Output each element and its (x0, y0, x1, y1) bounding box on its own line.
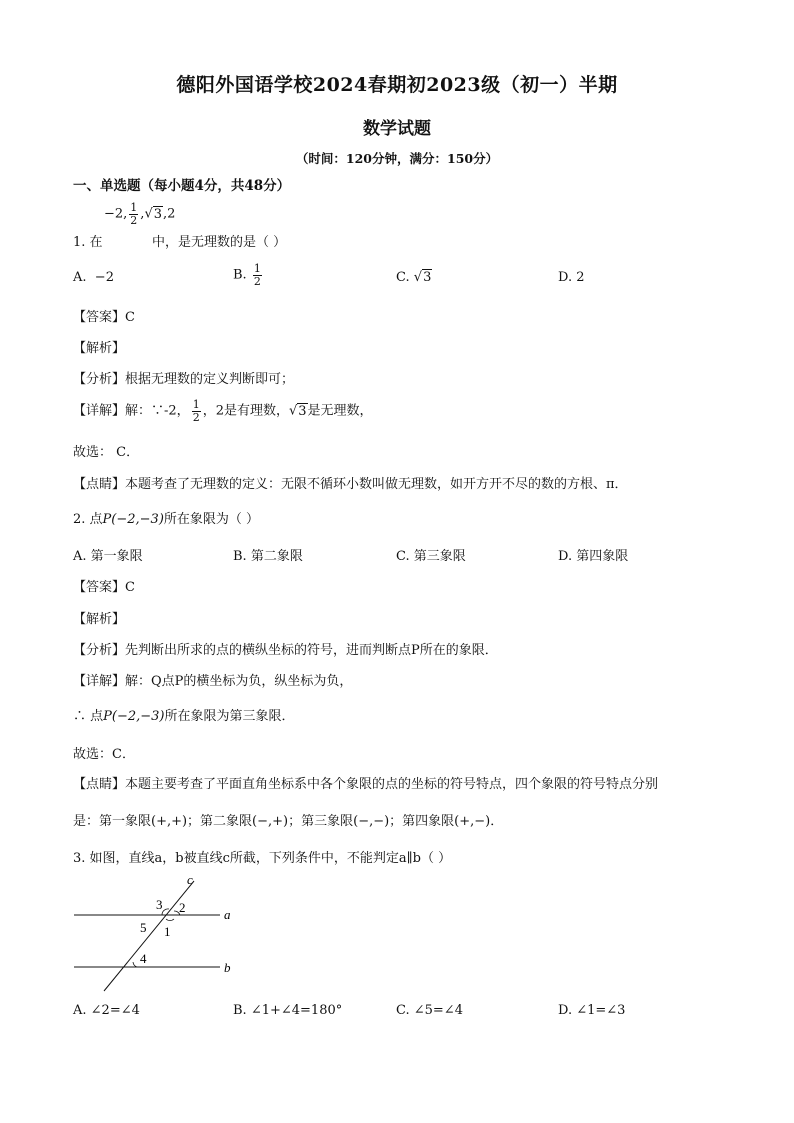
q2-fenxi-text: 先判断出所求的点的横纵坐标的符号，进而判断点P所在的象限． (125, 643, 498, 658)
q2-therefore (73, 705, 295, 724)
q1-choice: 故选： C． (73, 445, 140, 460)
q2-stem-a: 2. 点 (73, 512, 103, 527)
q1-frac-num: 1 (130, 201, 138, 214)
q1-num-neg2: −2, (104, 206, 128, 222)
angle-arc-3 (162, 909, 169, 915)
q1-dianjing-tag: 【点睛】 (73, 477, 126, 492)
label-1: 1 (164, 924, 171, 939)
q1-fraction (129, 202, 138, 226)
q2-therefore-a: ∴ 点 (73, 709, 104, 724)
label-5: 5 (140, 920, 147, 935)
q2-stem-b: 所在象限为（ ） (163, 512, 260, 527)
q1-option-d: D. 2 (558, 270, 585, 285)
q1-answer (73, 306, 135, 325)
q1-option-b-den: 2 (253, 274, 261, 288)
q1-xiangjie-a: 解：∵-2， (125, 403, 190, 419)
q2-stem (73, 508, 259, 527)
q2-option-b: B. 第二象限 (233, 549, 303, 564)
q1-answer-value: C (125, 310, 135, 325)
q2-xiangjie-tag: 【详解】 (73, 674, 126, 689)
q3-option-d: D. ∠1=∠3 (558, 1003, 626, 1018)
q1-xiangjie-den: 2 (192, 410, 200, 424)
q2-choice: 故选：C． (73, 747, 135, 762)
label-4: 4 (140, 951, 147, 966)
page-title: 德阳外国语学校2024春期初2023级（初一）半期 (176, 74, 618, 96)
q3-option-a: A. ∠2=∠4 (73, 1003, 140, 1018)
q1-option-b-fraction (253, 263, 262, 287)
q1-stem-prefix: 1. 在 (73, 235, 103, 250)
q1-option-b-label: B. (233, 267, 247, 283)
q2-point: P(−2,−3) (102, 512, 164, 527)
angle-arc-1 (166, 919, 174, 921)
q1-option-c (396, 270, 432, 285)
q2-option-c: C. 第三象限 (396, 549, 466, 564)
q1-option-a-label: A. (73, 270, 87, 285)
q3-stem: 3. 如图，直线a，b被直线c所截，下列条件中，不能判定a∥b（ ） (73, 851, 452, 866)
q1-option-b (233, 263, 264, 287)
q1-xiangjie-num: 1 (192, 398, 200, 411)
q1-dianjing-text: 本题考查了无理数的定义：无限不循环小数叫做无理数，如开方开不尽的数的方根、π． (125, 477, 628, 492)
q2-xiangjie (73, 670, 352, 689)
q1-option-a-value: −2 (94, 270, 114, 285)
sqrt-icon: √ (144, 206, 153, 222)
q1-option-b-num: 1 (253, 262, 261, 275)
q1-dianjing (73, 473, 628, 492)
q1-fenxi (73, 368, 294, 387)
q1-num-2: ,2 (163, 206, 176, 222)
q1-comma: , (140, 206, 145, 222)
q2-fenxi (73, 639, 498, 658)
q1-xiangjie-b: ，2是有理数， (202, 403, 289, 419)
q1-xiangjie-fraction (192, 399, 201, 423)
q1-analysis-tag: 【解析】 (73, 341, 126, 356)
q1-fenxi-text: 根据无理数的定义判断即可； (125, 372, 295, 387)
q3-figure (60, 868, 250, 993)
q2-dianjing-tag: 【点睛】 (73, 777, 126, 792)
q2-option-a: A. 第一象限 (73, 549, 143, 564)
q2-fenxi-tag: 【分析】 (73, 643, 126, 658)
label-b: b (224, 960, 231, 975)
q2-dianjing-text1: 本题主要考查了平面直角坐标系中各个象限的点的坐标的符号特点，四个象限的符号特点分别 (125, 777, 659, 792)
q1-option-c-label: C. (396, 270, 410, 285)
q2-therefore-b: 所在象限为第三象限． (164, 709, 295, 724)
sqrt-icon: √ (413, 270, 423, 285)
line-c (104, 881, 194, 991)
q1-xiangjie (73, 399, 373, 423)
q1-number-list (104, 202, 175, 226)
q1-xiangjie-tag: 【详解】 (73, 403, 126, 419)
label-a: a (224, 907, 231, 922)
q1-xiangjie-c: 是无理数， (307, 403, 373, 419)
section-title: 一、单选题（每小题4分，共48分） (73, 178, 291, 194)
q1-answer-tag: 【答案】 (73, 310, 126, 325)
q2-answer (73, 576, 135, 595)
q2-option-d: D. 第四象限 (558, 549, 629, 564)
exam-info: （时间：120分钟，满分：150分） (295, 151, 499, 166)
sqrt-icon: √ (288, 403, 298, 419)
label-3: 3 (156, 897, 163, 912)
q2-dianjing-line2: 是：第一象限(+,+)；第二象限(−,+)；第三象限(−,−)；第四象限(+,−)． (73, 814, 504, 829)
page-subtitle: 数学试题 (363, 119, 431, 139)
q1-stem-suffix: 中，是无理数的是（ ） (152, 235, 287, 250)
q2-xiangjie-text: 解：Q点P的横坐标为负，纵坐标为负， (125, 674, 353, 689)
q2-therefore-point: P(−2,−3) (103, 709, 165, 724)
q3-option-c: C. ∠5=∠4 (396, 1003, 463, 1018)
q2-answer-value: C (125, 580, 135, 595)
label-c: c (187, 872, 193, 887)
q1-option-c-value: 3 (423, 270, 432, 285)
label-2: 2 (179, 900, 186, 915)
q2-analysis-tag: 【解析】 (73, 612, 126, 627)
q3-option-b: B. ∠1+∠4=180° (233, 1003, 343, 1018)
angle-arc-4 (133, 962, 137, 967)
q1-frac-den: 2 (130, 213, 138, 227)
q2-answer-tag: 【答案】 (73, 580, 126, 595)
q1-fenxi-tag: 【分析】 (73, 372, 126, 387)
q1-option-a (73, 270, 114, 285)
q1-sqrt-value: 3 (153, 206, 163, 222)
q1-xiangjie-sqrt: 3 (298, 403, 307, 419)
q2-dianjing-line1 (73, 773, 658, 792)
